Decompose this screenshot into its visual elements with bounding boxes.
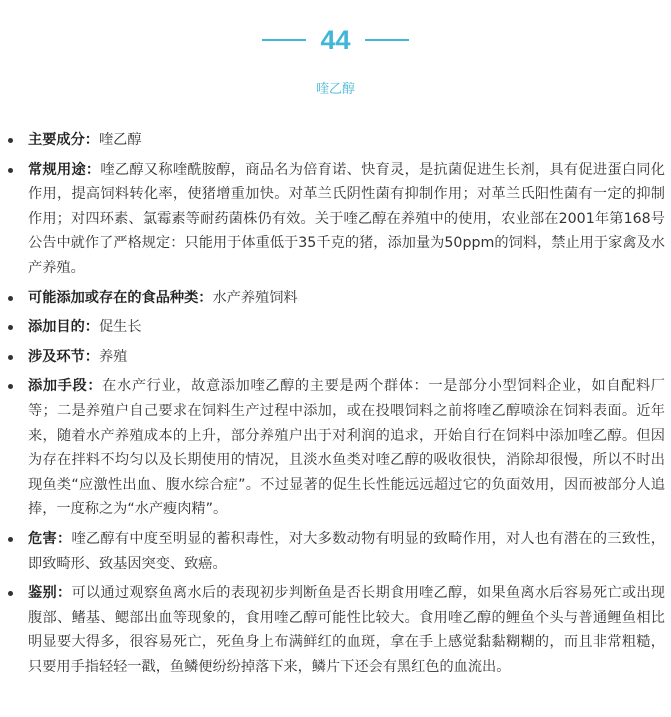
section-title: 喹乙醇 — [315, 82, 355, 97]
list-item-hazard — [0, 527, 671, 576]
item-label: 涉及环节： — [28, 348, 99, 365]
bullet-icon — [8, 168, 13, 173]
item-text: 喹乙醇又称喹酰胺醇，商品名为倍育诺、快育灵，是抗菌促进生长剂，具有促进蛋白同化作用，提高饲料转化率，使猪增重加快。对革兰氏阴性菌有抑制作用；对革兰氏阳性菌有一定的抑制作用；对四环素、氯霉素等耐药菌株仍有效。关于喹乙醇在养殖中的使用，农业部在2001年第168号公告中就作了严格规定：只能用于体重低于35千克的猪，添加量为50ppm的饲料，禁止用于家禽及水产养殖。 — [28, 161, 665, 276]
section-number-header — [0, 20, 671, 60]
item-text: 在水产行业，故意添加喹乙醇的主要是两个群体：一是部分小型饲料企业，如自配料厂等；二是养殖户自己要求在饲料生产过程中添加，或在投喂饲料之前将喹乙醇喷涂在饲料表面。近年来，随着水产养殖成本的上升，部分养殖户出于对利润的追求，开始自行在饲料中添加喹乙醇。但因为存在拌料不均匀以及长期使用的情况，且淡水鱼类对喹乙醇的吸收很快，消除却很慢，所以不时出现鱼类“应激性出血、腹水综合症”。不过显著的促生长性能远远超过它的负面效用，因而被部分人追捧，一度称之为“水产瘦肉精”。 — [28, 378, 665, 518]
item-text: 喹乙醇有中度至明显的蓄积毒性，对大多数动物有明显的致畸作用，对人也有潜在的三致性，即致畸形、致基因突变、致癌。 — [28, 530, 665, 572]
bullet-icon — [8, 296, 13, 301]
list-item-food-types — [0, 286, 671, 311]
bullet-icon — [8, 325, 13, 330]
section-number: 44 — [320, 25, 351, 55]
item-text: 水产养殖饲料 — [212, 289, 298, 306]
bullet-icon — [8, 591, 13, 596]
item-label: 可能添加或存在的食品种类： — [28, 289, 213, 306]
list-item-stage — [0, 345, 671, 370]
list-item-method — [0, 374, 671, 522]
item-label: 添加目的： — [28, 319, 99, 336]
info-list — [0, 128, 671, 684]
left-divider-line — [262, 39, 306, 41]
item-text: 可以通过观察鱼离水后的表现初步判断鱼是否长期食用喹乙醇，如果鱼离水后容易死亡或出现腹部、鳍基、鳃部出血等现象的，食用喹乙醇可能性比较大。食用喹乙醇的鲤鱼个头与普通鲤鱼相比明显要大得多，很容易死亡，死鱼身上布满鲜红的血斑，拿在手上感觉黏黏糊糊的，而且非常粗糙，只要用手指轻轻一戳，鱼鳞便纷纷掉落下来，鳞片下还会有黑红色的血流出。 — [28, 585, 665, 675]
bullet-icon — [8, 355, 13, 360]
item-text: 促生长 — [98, 319, 142, 336]
bullet-icon — [8, 537, 13, 542]
bullet-icon — [8, 138, 13, 143]
list-item-identification — [0, 581, 671, 679]
item-text: 喹乙醇 — [98, 132, 142, 148]
item-text: 养殖 — [98, 348, 128, 365]
list-item-purpose — [0, 315, 671, 340]
item-label: 主要成分： — [28, 132, 99, 148]
right-divider-line — [365, 39, 409, 41]
bullet-icon — [8, 384, 13, 389]
item-label: 常规用途： — [28, 161, 101, 178]
item-label: 添加手段： — [28, 378, 103, 395]
item-label: 危害： — [28, 530, 72, 547]
list-item-common-use — [0, 158, 671, 281]
item-label: 鉴别： — [28, 585, 72, 602]
list-item-main-ingredient — [0, 128, 671, 153]
